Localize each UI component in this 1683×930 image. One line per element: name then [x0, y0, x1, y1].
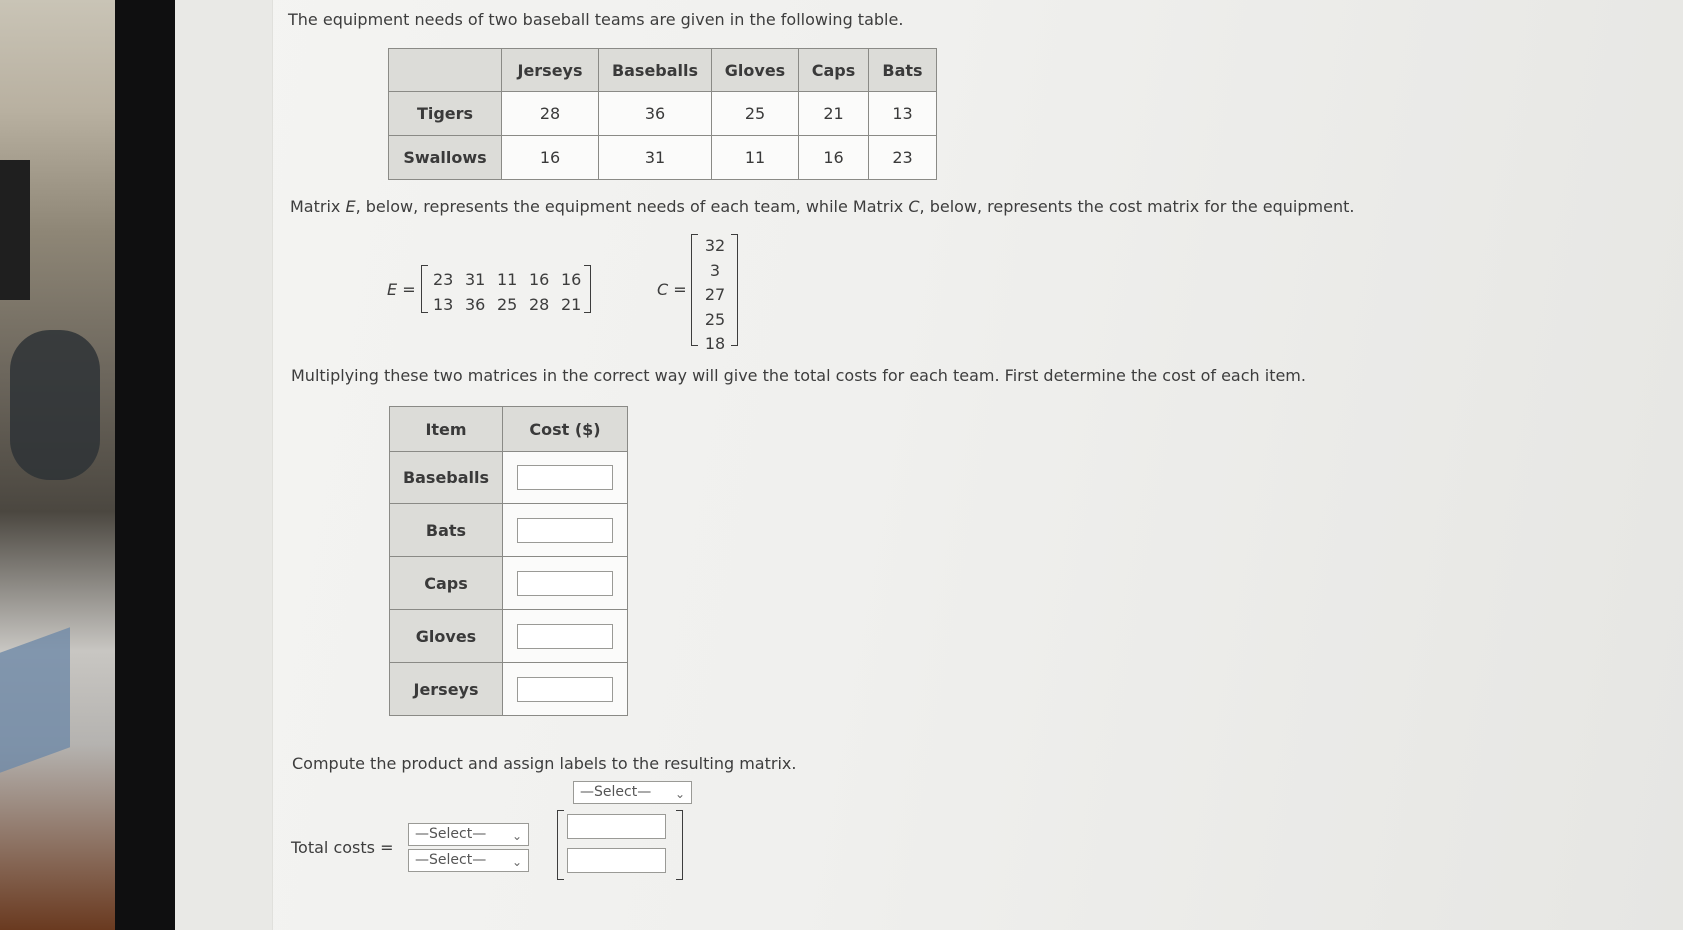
col-header-gloves: Gloves	[712, 49, 799, 92]
matrix-c-symbol: C	[657, 280, 669, 299]
table-header-row	[390, 407, 628, 452]
table-cell: 11	[712, 136, 799, 180]
table-corner	[389, 49, 502, 92]
photo-object	[0, 627, 70, 772]
left-gutter	[175, 0, 273, 930]
matrix-e-entry: 31	[465, 270, 486, 289]
matrix-e-ref: E	[345, 197, 356, 216]
matrix-e-entry: 21	[561, 295, 582, 314]
matrix-c-entry: 25	[704, 309, 726, 329]
matrix-c-entry: 32	[704, 236, 726, 255]
matrix-e-row	[433, 292, 585, 317]
select-value: —Select—	[415, 826, 487, 842]
text-run: Matrix	[290, 197, 346, 216]
matrix-e-label	[387, 280, 416, 299]
matrix-description	[290, 197, 1354, 216]
result-row1-input[interactable]	[567, 814, 666, 839]
table-cell: 16	[502, 136, 599, 180]
row-header-swallows: Swallows	[389, 136, 502, 180]
matrix-c-left-bracket	[691, 234, 698, 346]
matrix-c-right-bracket	[731, 234, 738, 346]
item-label-baseballs: Baseballs	[390, 452, 503, 504]
chevron-down-icon: ⌄	[674, 787, 685, 801]
item-label-jerseys: Jerseys	[390, 663, 503, 716]
matrix-e-entry: 13	[433, 295, 454, 314]
select-value: —Select—	[580, 784, 652, 800]
matrix-e-body	[433, 267, 585, 317]
photo-object	[10, 330, 100, 480]
chevron-down-icon: ⌄	[511, 829, 522, 843]
table-row	[389, 136, 937, 180]
caps-cost-input[interactable]	[517, 571, 613, 596]
matrix-e-entry: 11	[497, 270, 518, 289]
table-cell: 36	[599, 92, 712, 136]
table-cell: 25	[712, 92, 799, 136]
cost-cell	[503, 663, 628, 716]
matrix-e-entry: 36	[465, 295, 486, 314]
result-right-bracket	[676, 810, 683, 880]
matrix-c-label	[657, 280, 687, 299]
column-label-select[interactable]	[573, 781, 692, 804]
row-header-tigers: Tigers	[389, 92, 502, 136]
select-value: —Select—	[415, 852, 487, 868]
item-label-bats: Bats	[390, 504, 503, 557]
matrix-e-row	[433, 267, 585, 292]
screen	[175, 0, 1683, 930]
col-header-baseballs: Baseballs	[599, 49, 712, 92]
table-cell: 23	[869, 136, 937, 180]
matrix-e-entry: 28	[529, 295, 550, 314]
table-cell: 21	[799, 92, 869, 136]
col-header-item: Item	[390, 407, 503, 452]
bats-cost-input[interactable]	[517, 518, 613, 543]
table-cell: 28	[502, 92, 599, 136]
col-header-jerseys: Jerseys	[502, 49, 599, 92]
table-cell: 16	[799, 136, 869, 180]
result-row2-input[interactable]	[567, 848, 666, 873]
item-label-gloves: Gloves	[390, 610, 503, 663]
jerseys-cost-input[interactable]	[517, 677, 613, 702]
table-row	[390, 557, 628, 610]
table-cell: 13	[869, 92, 937, 136]
multiply-instructions: Multiplying these two matrices in the correct way will give the total costs for each team. First determine the cost of each item.	[291, 366, 1306, 385]
chevron-down-icon: ⌄	[511, 855, 522, 869]
matrix-e-right-bracket	[584, 265, 591, 313]
total-costs-label: Total costs =	[291, 838, 394, 857]
matrix-e-entry: 25	[497, 295, 518, 314]
col-header-caps: Caps	[799, 49, 869, 92]
cost-cell	[503, 610, 628, 663]
matrix-e-entry: 23	[433, 270, 454, 289]
cost-cell	[503, 452, 628, 504]
row1-label-select[interactable]	[408, 823, 529, 846]
cost-cell	[503, 504, 628, 557]
matrix-e-entry: 16	[561, 270, 582, 289]
baseballs-cost-input[interactable]	[517, 465, 613, 490]
monitor-bezel	[115, 0, 175, 930]
result-left-bracket	[557, 810, 564, 880]
table-row	[390, 610, 628, 663]
matrix-e-entry: 16	[529, 270, 550, 289]
cost-cell	[503, 557, 628, 610]
matrix-e-symbol: E	[387, 280, 398, 299]
matrix-c-body	[699, 234, 731, 357]
matrix-c-entry: 18	[704, 334, 726, 353]
intro-text: The equipment needs of two baseball teams are given in the following table.	[288, 10, 904, 29]
equals-sign: =	[673, 280, 687, 299]
text-run: , below, represents the equipment needs of each team, while Matrix	[355, 197, 909, 216]
col-header-bats: Bats	[869, 49, 937, 92]
row2-label-select[interactable]	[408, 849, 529, 872]
table-row	[390, 452, 628, 504]
table-row	[389, 92, 937, 136]
equipment-needs-table	[388, 48, 937, 180]
table-header-row	[389, 49, 937, 92]
background-photo	[0, 0, 115, 930]
equals-sign: =	[402, 280, 416, 299]
col-header-cost: Cost ($)	[503, 407, 628, 452]
matrix-c-entry: 3	[709, 260, 721, 280]
gloves-cost-input[interactable]	[517, 624, 613, 649]
matrix-c-ref: C	[908, 197, 920, 216]
photo-object	[0, 160, 30, 300]
compute-instructions: Compute the product and assign labels to the resulting matrix.	[292, 754, 797, 773]
matrix-e-left-bracket	[421, 265, 428, 313]
table-row	[390, 663, 628, 716]
matrix-c-entry: 27	[704, 285, 726, 304]
text-run: , below, represents the cost matrix for the equipment.	[919, 197, 1355, 216]
item-label-caps: Caps	[390, 557, 503, 610]
cost-table	[389, 406, 628, 716]
table-row	[390, 504, 628, 557]
table-cell: 31	[599, 136, 712, 180]
